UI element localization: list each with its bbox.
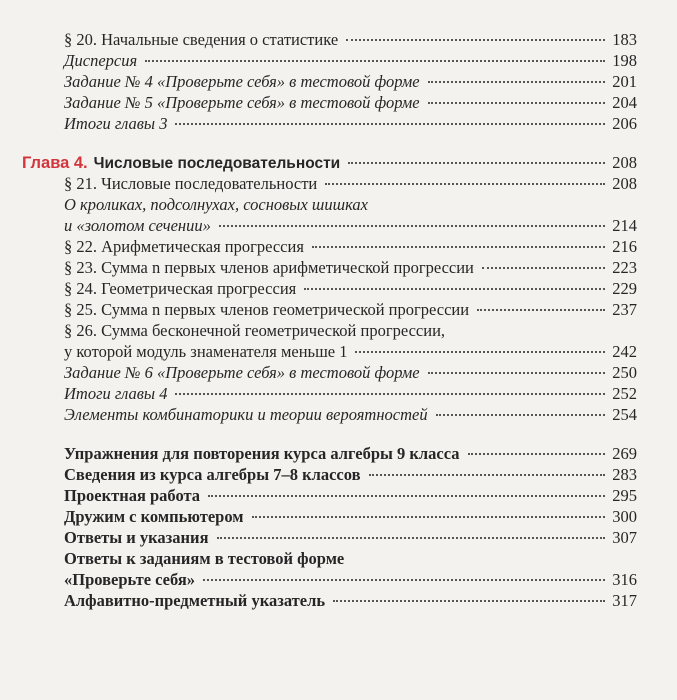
toc-entry-results4[interactable]: [64, 384, 637, 405]
chapter-title: Числовые последовательности: [93, 155, 341, 172]
toc-page-number: 201: [612, 72, 637, 91]
toc-entry-test-answers-line1: Ответы к заданиям в тестовой форме: [64, 549, 345, 568]
dot-leader: [346, 39, 605, 41]
dot-leader: [175, 393, 605, 395]
toc-chapter-4[interactable]: [22, 153, 637, 174]
toc-page-number: 254: [612, 405, 637, 424]
dot-leader: [217, 537, 606, 539]
dot-leader: [208, 495, 605, 497]
toc-entry-info78[interactable]: [64, 465, 637, 486]
toc-page-number: 252: [612, 384, 637, 403]
toc-page-number: 307: [612, 528, 637, 547]
toc-entry-title: Итоги главы 3: [64, 114, 168, 133]
dot-leader: [355, 351, 605, 353]
dot-leader: [219, 225, 605, 227]
toc-entry-task4[interactable]: [64, 72, 637, 93]
toc-entry-results3[interactable]: [64, 114, 637, 135]
toc-page-number: 198: [612, 51, 637, 70]
toc-entry-title: Элементы комбинаторики и теории вероятностей: [64, 405, 428, 424]
toc-entry-title: Алфавитно-предметный указатель: [64, 591, 326, 610]
toc-page-number: 183: [612, 30, 637, 49]
dot-leader: [482, 267, 605, 269]
dot-leader: [312, 246, 605, 248]
toc-page-number: 237: [612, 300, 637, 319]
toc-entry-computer[interactable]: [64, 507, 637, 528]
dot-leader: [252, 516, 606, 518]
toc-entry-title: Задание № 6 «Проверьте себя» в тестовой форме: [64, 363, 420, 382]
toc-entry-task6[interactable]: [64, 363, 637, 384]
toc-page-number: 229: [612, 279, 637, 298]
toc-entry-title: Дисперсия: [64, 51, 138, 70]
toc-entry-index[interactable]: [64, 591, 637, 612]
dot-leader: [436, 414, 605, 416]
dot-leader: [304, 288, 605, 290]
toc-entry-title: Дружим с компьютером: [64, 507, 244, 526]
dot-leader: [468, 453, 605, 455]
toc-page-number: 204: [612, 93, 637, 112]
dot-leader: [369, 474, 605, 476]
toc-entry-answers[interactable]: [64, 528, 637, 549]
toc-page-number: 206: [612, 114, 637, 133]
toc-entry-s26[interactable]: [64, 342, 637, 363]
dot-leader: [175, 123, 605, 125]
toc-entry-exercises[interactable]: [64, 444, 637, 465]
toc-page-number: 317: [612, 591, 637, 610]
dot-leader: [348, 162, 605, 164]
toc-entry-title: Задание № 4 «Проверьте себя» в тестовой форме: [64, 72, 420, 91]
toc-entry-title: Проектная работа: [64, 486, 201, 505]
toc-entry-title: Ответы и указания: [64, 528, 209, 547]
toc-entry-title: § 24. Геометрическая прогрессия: [64, 279, 297, 298]
toc-entry-s25[interactable]: [64, 300, 637, 321]
toc-entry-rabbits[interactable]: [64, 216, 637, 237]
toc-entry-s23[interactable]: [64, 258, 637, 279]
dot-leader: [203, 579, 605, 581]
dot-leader: [428, 372, 605, 374]
toc-entry-title: и «золотом сечении»: [64, 216, 211, 235]
toc-entry-s21[interactable]: [64, 174, 637, 195]
toc-page-number: 214: [612, 216, 637, 235]
toc-entry-project[interactable]: [64, 486, 637, 507]
toc-page-number: 223: [612, 258, 637, 277]
toc-page-number: 208: [612, 174, 637, 193]
toc-entry-s20[interactable]: [64, 30, 637, 51]
toc-entry-dispersion[interactable]: [64, 51, 637, 72]
toc-entry-title: у которой модуль знаменателя меньше 1: [64, 342, 348, 361]
chapter-label: Глава 4.: [22, 154, 88, 172]
toc-entry-title: Сведения из курса алгебры 7–8 классов: [64, 465, 361, 484]
dot-leader: [325, 183, 605, 185]
dot-leader: [145, 60, 605, 62]
toc-entry-title: § 22. Арифметическая прогрессия: [64, 237, 304, 256]
toc-page-number: 316: [612, 570, 637, 589]
toc-entry-s22[interactable]: [64, 237, 637, 258]
dot-leader: [428, 102, 605, 104]
toc-entry-s26-line1: § 26. Сумма бесконечной геометрической прогрессии,: [64, 321, 446, 340]
toc-entry-task5[interactable]: [64, 93, 637, 114]
toc-entry-title: «Проверьте себя»: [64, 570, 196, 589]
toc-page-number: 300: [612, 507, 637, 526]
toc-entry-combinatorics[interactable]: [64, 405, 637, 426]
toc-entry-title: § 25. Сумма n первых членов геометрической прогрессии: [64, 300, 470, 319]
toc-entry-title: Задание № 5 «Проверьте себя» в тестовой форме: [64, 93, 420, 112]
toc-page-number: 295: [612, 486, 637, 505]
toc-entry-title: § 23. Сумма n первых членов арифметической прогрессии: [64, 258, 474, 277]
toc-page-number: 283: [612, 465, 637, 484]
dot-leader: [428, 81, 605, 83]
toc-entry-s24[interactable]: [64, 279, 637, 300]
toc-entry-title: Упражнения для повторения курса алгебры 9 класса: [64, 444, 460, 463]
dot-leader: [477, 309, 605, 311]
toc-entry-title: § 20. Начальные сведения о статистике: [64, 30, 339, 49]
toc-page-number: 216: [612, 237, 637, 256]
toc-entry-rabbits-line1: О кроликах, подсолнухах, сосновых шишках: [64, 195, 368, 214]
toc-entry-title: § 21. Числовые последовательности: [64, 174, 318, 193]
toc-page-number: 250: [612, 363, 637, 382]
toc-page-number: 208: [612, 153, 637, 172]
toc-entry-title: Итоги главы 4: [64, 384, 168, 403]
toc-entry-test-answers[interactable]: [64, 570, 637, 591]
dot-leader: [333, 600, 605, 602]
toc-page-number: 269: [612, 444, 637, 463]
toc-page-number: 242: [612, 342, 637, 361]
